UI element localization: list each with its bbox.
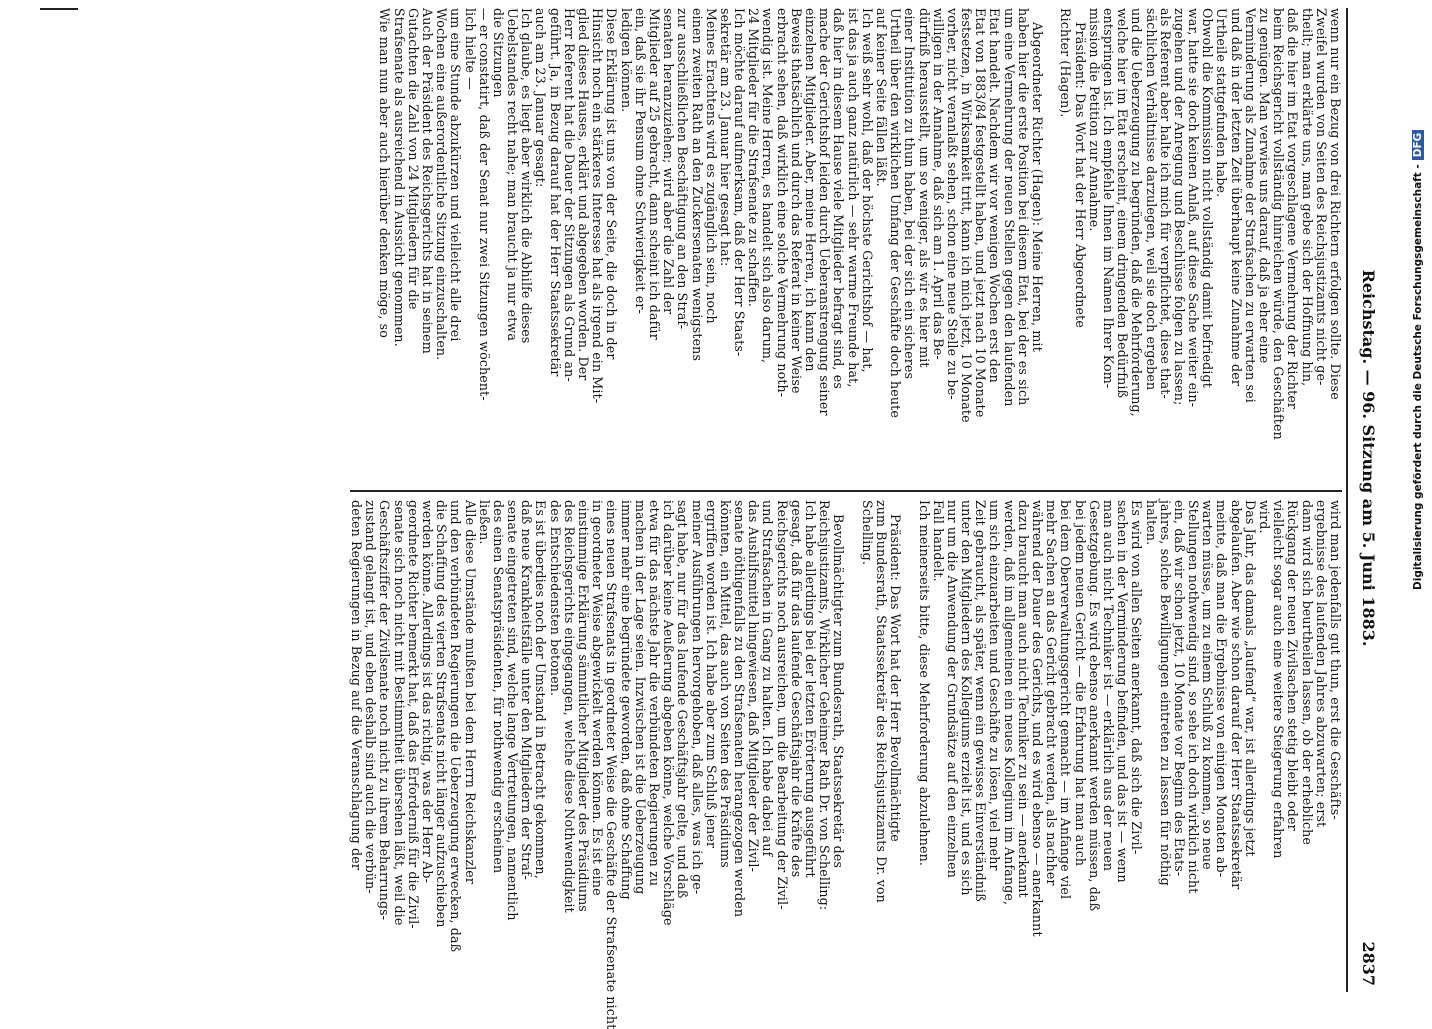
text-line: Rückgang der neuen Zivilsachen stetig bleibt oder xyxy=(1285,500,1301,831)
text-line: einstimmige Erklärung sämmtlicher Mitglieder des Präsidiums xyxy=(576,500,592,912)
text-line: 24 Mitglieder für die Strafsenate zu schaffen. xyxy=(746,8,762,308)
text-line: sachen in der Verminderung befinden, und das ist — wenn xyxy=(1115,500,1131,883)
dfg-logo: DFG xyxy=(1412,130,1424,161)
text-line: festsetzen, in Wirksamkeit tritt, kann ich mich jetzt, 10 Monate xyxy=(959,8,975,423)
text-line: man auch nicht Techniker ist — erklärlich aus der neuen xyxy=(1101,500,1116,872)
text-line: wird. xyxy=(1257,500,1273,534)
text-line: das Aushilfsmittel hingewiesen, daß Mitglieder der Zivil- xyxy=(746,500,762,872)
text-line: Zweifel wurden von Seiten des Reichsjustizamts nicht ge- xyxy=(1313,8,1329,386)
text-line: um eine Vermehrung der neuen Stellen gegen den laufenden xyxy=(1001,8,1017,407)
text-line: dürfniß herausstellt, um so weniger, als wir es hier mit xyxy=(916,8,932,368)
text-line: nur um die Anwendung der Grundsätze auf den einzelnen xyxy=(944,500,960,879)
text-line: entspringen ist. Ich empfehle Ihnen im Namen Ihrer Kom- xyxy=(1101,8,1116,389)
text-line: beim Reichsgericht vollständig hinreichen würde, den Geschäften xyxy=(1271,8,1287,440)
text-line: Ich weiß sehr wohl, daß der höchste Gerichtshof — hat, xyxy=(859,8,875,373)
text-line: geführt. Ja, in Bezug darauf hat der Herr Staatssekretär xyxy=(547,8,563,377)
text-line: sagt habe, nur für das laufende Geschäftsjahr gelte, und daß xyxy=(675,500,691,899)
text-line: Meines Erachtens wird es zugänglich sein, noch xyxy=(703,8,719,324)
digitization-note xyxy=(1412,130,1424,590)
text-line: Strafsenate als ausreichend in Aussicht genommen. xyxy=(391,8,407,347)
text-line: Präsident: Das Wort hat der Herr Abgeordnete xyxy=(1072,22,1088,328)
text-line: Zeit gebraucht, als später, wenn ein gewisses Einverständniß xyxy=(973,500,989,902)
text-line: Verminderung als Zunahme der Strafsachen zu erwarten sei xyxy=(1242,8,1258,403)
text-line: wendig ist. Meine Herren, es handelt sich also darum, xyxy=(760,8,776,364)
edge-mark xyxy=(40,8,78,10)
text-line: ein, daß sie ihr Pensum ohne Schwierigkeit er- xyxy=(632,8,648,314)
column-right xyxy=(349,500,1343,1029)
text-line: könnten, ein Mittel, das auch von Seiten des Präsidiums xyxy=(717,500,733,868)
text-line: mehr Sachen an das Gericht gebracht werden, als nachher xyxy=(1044,500,1060,886)
text-line: ich darüber keine Aeußerung abgeben könne, welche Vorschläge xyxy=(661,500,677,926)
text-line: Beweis thatsächlich und durch das Referat in keiner Weise xyxy=(788,8,804,394)
text-line: ergriffen worden ist. Ich habe aber zum Schluß jener xyxy=(703,500,719,849)
text-line: und den verbündeten Regierungen die Ueberzeugung erwecken, daß xyxy=(448,500,464,953)
text-line: Wie man nun aber auch hierüber denken möge, so xyxy=(377,8,393,339)
text-line: ließen. xyxy=(476,500,492,545)
text-line: haben hier die erste Position bei diesem Etat, bei der es sich xyxy=(1015,8,1031,406)
text-line: als Referent aber halte ich mich für verpflichtet, diese that- xyxy=(1157,8,1173,399)
text-line: Etat von 1883/84 festgestellt haben, und jetzt nach 10 Monate xyxy=(973,8,989,418)
text-line: Uebelstandes recht nahe; man braucht ja nur etwa xyxy=(505,8,521,342)
text-line: wird man jedenfalls gut thun, erst die Geschäfts- xyxy=(1328,500,1343,820)
text-line: des einen Senatspräsidenten, für nothwendig erscheinen xyxy=(490,500,506,874)
text-line: mission die Petition zur Annahme. xyxy=(1086,8,1102,232)
text-line: ergebnisse des laufenden Jahres abzuwarten; erst xyxy=(1313,500,1329,828)
text-line: jahres, solche Bewilligungen eintreten zu lassen für nöthig xyxy=(1157,500,1173,886)
text-line: Es wird von allen Seiten anerkannt, daß sich die Zivil- xyxy=(1129,500,1145,855)
header-rule xyxy=(1346,8,1348,992)
text-line: des Entschiedensten betonen. xyxy=(547,500,563,697)
text-line: Diese Erklärung ist uns von der Seite, die doch in der xyxy=(604,8,620,360)
text-line: unter den Mitgliedern des Kollegiums erzielt ist, und es sich xyxy=(959,500,975,896)
text-line: einzelnen Mitglieder. Aber, meine Herren, ich kann den xyxy=(803,8,819,372)
text-line: warten müsse, um zu einem Schluß zu kommen, so neue xyxy=(1200,500,1216,870)
text-line: glied dieses Hauses, erklärt und abgegeben worden. Der xyxy=(576,8,592,381)
running-header xyxy=(1352,8,1380,992)
text-line: Es ist überdies noch der Umstand in Betracht gekommen, xyxy=(533,500,549,879)
text-line: sächlichen Verhältnisse darzulegen, weil sie doch ergeben xyxy=(1143,8,1159,391)
text-line: die Schaffung des vierten Strafsenats nicht länger aufzuschieben xyxy=(434,500,450,928)
text-line: Ich habe allerdings bei der letzten Erörterung ausgeführt xyxy=(803,500,819,878)
text-line: daß hier in diesem Hause viele Mitglieder befragt sind, es xyxy=(831,8,847,389)
text-line xyxy=(1044,8,1058,484)
text-line: während der Dauer des Gerichts, und es wird ebenso — anerkannt xyxy=(1030,500,1046,937)
text-line: auch am 23. Januar gesagt: xyxy=(533,8,549,188)
text-line: erbracht sehen, daß wirklich eine solche Vermehrung noth- xyxy=(774,8,790,398)
text-line: zur ausschließlichen Beschäftigung an den Straf- xyxy=(675,8,691,330)
digitization-text: Digitalisierung gefördert durch die Deutsche Forschungsgemeinschaft - xyxy=(1412,164,1424,590)
text-line: Hinsicht noch ein stärkeres Interesse hat als irgend ein Mit- xyxy=(590,8,606,404)
text-line: willigen in der Annahme, daß sich am 1. April das Be- xyxy=(930,8,946,360)
text-line: um eine Stunde abzukürzen und vielleicht alle drei xyxy=(448,8,464,342)
header-title: Reichstag. — 96. Sitzung am 5. Juni 1883. xyxy=(1359,269,1378,647)
text-line: senate nöthigenfalls zu den Strafsenaten herangezogen werden xyxy=(732,500,748,918)
text-line: Geschäftsziffer der Zivilsenate noch nicht zu ihrem Beharrungs- xyxy=(377,500,393,921)
text-line: werden könne. Allerdings ist das richtig, was der Herr Ab- xyxy=(420,500,435,883)
text-line: daß neue Krankheitsfälle unter den Mitgliedern der Straf- xyxy=(519,500,535,880)
text-line: und daß in der letzten Zeit überhaupt keine Zunahme der xyxy=(1228,8,1244,387)
text-line: Herr Referent hat die Dauer der Sitzungen als Grund an- xyxy=(561,8,577,382)
column-left xyxy=(350,8,1342,484)
text-line: dazu braucht man auch nicht Techniker zu sein — anerkannt xyxy=(1015,500,1031,898)
text-line: wenn nur ein Bezug von drei Richtern erfolgen sollte. Diese xyxy=(1328,8,1343,400)
page-number: 2837 xyxy=(1359,941,1378,986)
text-line: Wochen eine außerordentliche Sitzung einzuschalten. xyxy=(434,8,450,361)
text-line: ist das ja auch ganz natürlich — sehr warme Freunde hat, xyxy=(845,8,861,388)
text-line: um sich einzuarbeiten und Geschäfte zu lösen, viel mehr xyxy=(987,500,1003,871)
text-line: ein, daß wir schon jetzt, 10 Monate vor Beginn des Etats- xyxy=(1171,500,1187,877)
text-line: senate eingetreten sind, welche lange Vertretungen, namentlich xyxy=(505,500,521,921)
text-line: daß die hier im Etat vorgeschlagene Vermehrung der Richter xyxy=(1285,8,1301,410)
text-line: senaten heranzuziehen; wird aber die Zahl der xyxy=(661,8,677,315)
text-line: Präsident: Das Wort hat der Herr Bevollmächtigte xyxy=(888,514,904,842)
text-line: Reichsgerichts noch ausreichen, um die Bearbeitung der Zivil- xyxy=(774,500,790,910)
text-line: sekretär am 23. Januar hier gesagt hat: xyxy=(717,8,733,267)
text-line: Etat handelt. Nachdem wir vor wenigen Wochen erst den xyxy=(987,8,1003,383)
text-line: etwa für das nächste Jahr die verbündeten Regierungen zu xyxy=(647,500,662,887)
text-line: war, hatte sie doch keinen Anlaß, auf diese Sache weiter ein- xyxy=(1186,8,1202,408)
text-line: halten. xyxy=(1143,500,1159,546)
text-line: und Strafsachen in Gang zu halten. Ich habe dabei auf xyxy=(760,500,776,857)
text-line: bei jedem neuen Gericht — die Erfahrung hat man auch xyxy=(1072,500,1088,867)
column-divider xyxy=(350,490,1342,492)
text-line: Gesetzgebung. Es wird ebenso anerkannt werden müssen, daß xyxy=(1086,500,1102,912)
text-line: eines neuen Strafsenats in geordneter Weise die Geschäfte der Strafsenate nicht xyxy=(604,500,620,1029)
text-line xyxy=(902,500,916,984)
text-line: zum Bundesrath, Staatssekretär des Reichsjustizamts Dr. von xyxy=(874,500,889,903)
text-line: gesagt, daß für das laufende Geschäftsjahr die Kräfte des xyxy=(788,500,804,878)
text-line: vorher, nicht veranlaßt sehen, schon eine neue Stelle zu be- xyxy=(944,8,960,400)
text-line: meinte, daß man die Ergebnisse von einigen Monaten ab- xyxy=(1214,500,1230,878)
text-line: Urtheile stattgefunden habe. xyxy=(1214,8,1230,198)
text-line: Fall handelt. xyxy=(930,500,946,582)
text-line: meiner Ausführungen hervorgehoben, daß alles, was ich ge- xyxy=(689,500,705,895)
text-line: Abgeordneter Richter (Hagen): Meine Herren, mit xyxy=(1030,22,1046,352)
text-line: geordnete Richter bemerkt hat, daß das Erforderniß für die Zivil- xyxy=(405,500,421,929)
text-line: Obwohl die Kommission nicht vollständig damit befriedigt xyxy=(1200,8,1216,388)
text-line: Richter (Hagen). xyxy=(1058,8,1074,118)
text-line: lich hielte — xyxy=(462,8,478,90)
text-line: Urtheil über den wirklichen Umfang der Geschäfte doch heute xyxy=(888,8,904,418)
text-line: welche hier im Etat erscheint, einem dringenden Bedürfniß xyxy=(1115,8,1131,399)
text-line: Schelling. xyxy=(859,500,875,566)
text-line: dann wird sich beurtheilen lassen, ob der erhebliche xyxy=(1299,500,1315,846)
text-line xyxy=(845,500,859,984)
text-line: und die Ueberzeugung zu begründen, daß die Mehrforderung, xyxy=(1129,8,1145,417)
text-line: einer Institution zu thun haben, bei der sich ein sicheres xyxy=(902,8,918,380)
text-line: senate sich noch nicht mit Bestimmtheit übersehen läßt, weil die xyxy=(391,500,407,926)
text-line: Bevollmächtigter zum Bundesrath, Staatssekretär des xyxy=(831,514,847,869)
text-line: Gutachten die Zahl von 24 Mitgliedern für die xyxy=(405,8,421,310)
text-line: Stellungen nothwendig sind, so sehe ich doch wirklich nicht xyxy=(1186,500,1202,894)
text-line: zugehen und der Anregung und Beschlüsse folgen zu lassen; xyxy=(1171,8,1187,406)
text-line: Ich glaube, es liegt aber wirklich die Abhilfe dieses xyxy=(519,8,535,344)
text-line: machen in der Lage seien. Inzwischen ist die Ueberzeugung xyxy=(632,500,648,895)
text-line: einen zweiten Rath an den Zuckersenaten wenigstens xyxy=(689,8,705,362)
text-line: des Reichsgerichts eingegangen, welche diese Nothwendigkeit xyxy=(561,500,577,913)
text-line: Mitglieder auf 25 gebracht, dann scheint ich dafür xyxy=(647,8,662,340)
text-line: in geordneter Weise abgewickelt werden können. Es ist eine xyxy=(590,500,606,896)
text-line: die Sitzungen xyxy=(490,8,506,98)
text-line: ledigen können. xyxy=(618,8,634,113)
text-line: Ich meinerseits bitte, diese Mehrforderung abzulehnen. xyxy=(916,500,932,867)
text-line: vielleicht sogar auch eine weitere Steigerung erfahren xyxy=(1271,500,1287,859)
text-line: zustand gelangt ist, und eben deshalb sind auch die verbün- xyxy=(363,500,379,894)
text-line: deten Regierungen in Bezug auf die Veranschlagung der xyxy=(349,500,365,871)
text-line: abgelaufen. Aber wie schon darauf der Herr Staatssekretär xyxy=(1228,500,1244,890)
text-line: werden, daß im allgemeinen ein neues Kollegium im Anfange, xyxy=(1001,500,1017,906)
text-line: mache der Gerichtshof leiden durch Ueberanstrengung seiner xyxy=(817,8,833,416)
text-line: Auch der Präsident des Reichsgerichts hat in seinem xyxy=(420,8,435,354)
text-line: auf keiner Seite fällen läßt. xyxy=(874,8,889,187)
text-line: Reichsjustizamts, Wirklicher Geheimer Rath Dr. von Schelling: xyxy=(817,500,833,911)
text-line: theilt; man erklärte uns, man gebe sich der Hoffnung hin, xyxy=(1299,8,1315,387)
text-line: bei dem Oberverwaltungsgericht gemacht — im Anfange viel xyxy=(1058,500,1074,900)
text-line: Das Jahr, das damals „laufend“ war, ist allerdings jetzt xyxy=(1242,500,1258,857)
text-line: — er constatirt, daß der Senat nur zwei Sitzungen wöchent- xyxy=(476,8,492,401)
text-line: Ich möchte darauf aufmerksam, daß der Herr Staats- xyxy=(732,8,748,357)
text-line: immer mehr eine begründete geworden, daß ohne Schaffung xyxy=(618,500,634,900)
text-line: zu genügen. Man verwies uns darauf, daß ja eher eine xyxy=(1257,8,1273,364)
text-line: Alle diese Umstände mußten bei dem Herrn Reichskanzler xyxy=(462,500,478,885)
